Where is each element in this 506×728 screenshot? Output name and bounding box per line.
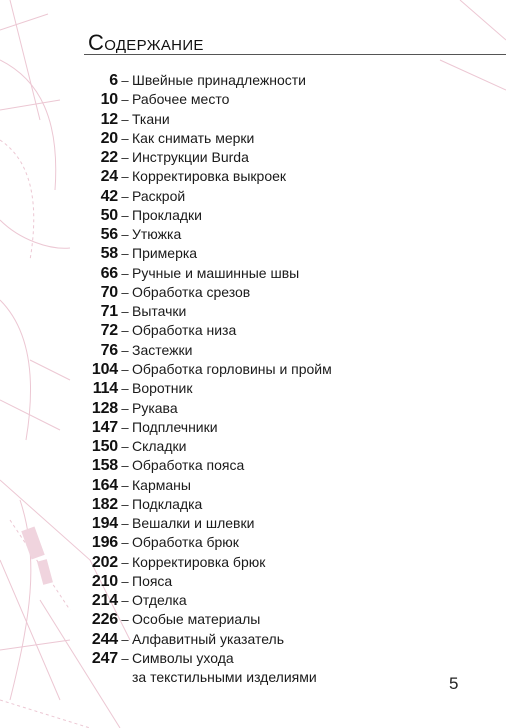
toc-page-number: 50 (100, 206, 118, 224)
toc-entry[interactable] (78, 360, 498, 379)
toc-entry-title: Рукава (132, 399, 178, 416)
toc-entry-title: Рабочее место (132, 91, 230, 108)
toc-page-number: 194 (91, 515, 118, 533)
toc-page-number: 56 (100, 226, 118, 244)
toc-dash: – (121, 381, 129, 397)
toc-entry[interactable] (78, 553, 498, 572)
toc-entry[interactable] (78, 148, 498, 167)
toc-entry[interactable] (78, 514, 498, 533)
toc-entry[interactable] (78, 341, 498, 360)
toc-entry-title: Отделка (132, 592, 187, 609)
toc-entry-title: Обработка горловины и пройм (132, 360, 332, 377)
toc-dash: – (121, 150, 129, 166)
toc-entry-title-continuation: за текстильными изделиями (132, 669, 317, 686)
toc-dash: – (121, 265, 129, 281)
toc-page-number: 244 (91, 630, 118, 648)
toc-dash: – (121, 400, 129, 416)
toc-entry-title: Инструкции Burda (132, 149, 249, 166)
toc-dash: – (121, 130, 129, 146)
page-title: Содержание (88, 30, 204, 55)
page-number: 5 (449, 674, 459, 693)
toc-dash: – (121, 419, 129, 435)
toc-entry-title: Подкладка (132, 495, 203, 512)
toc-dash: – (121, 573, 129, 589)
toc-dash: – (121, 323, 129, 339)
toc-entry-title: Застежки (132, 341, 193, 358)
toc-entry[interactable] (78, 167, 498, 186)
toc-entry[interactable] (78, 533, 498, 552)
toc-page-number: 226 (91, 611, 118, 629)
toc-page-number: 70 (100, 283, 118, 301)
toc-page-number: 71 (100, 303, 118, 321)
toc-entry-title: Примерка (132, 245, 198, 262)
toc-entry-title: Карманы (132, 476, 191, 493)
toc-entry[interactable] (78, 283, 498, 302)
toc-page-number: 66 (100, 264, 118, 282)
toc-entry-title: Раскрой (132, 187, 186, 204)
toc-dash: – (121, 477, 129, 493)
toc-page-number: 12 (100, 110, 118, 128)
toc-entry-title: Как снимать мерки (132, 129, 255, 146)
toc-entry[interactable] (78, 399, 498, 418)
toc-dash: – (121, 92, 129, 108)
toc-dash: – (121, 227, 129, 243)
toc-entry-title: Обработка пояса (132, 457, 245, 474)
toc-entry[interactable] (78, 206, 498, 225)
toc-dash: – (121, 535, 129, 551)
toc-page-number: 158 (91, 457, 118, 475)
toc-dash: – (121, 73, 129, 88)
toc-entry-title: Алфавитный указатель (132, 630, 284, 647)
toc-page-number: 22 (100, 149, 118, 167)
toc-entry[interactable] (78, 572, 498, 591)
toc-page-number: 196 (91, 534, 118, 552)
toc-dash: – (121, 361, 129, 377)
toc-dash: – (121, 439, 129, 455)
toc-page-number: 164 (91, 476, 118, 494)
toc-entry-title: Обработка брюк (132, 534, 239, 551)
toc-entry-title: Складки (132, 438, 187, 455)
toc-dash: – (121, 169, 129, 185)
toc-dash: – (121, 631, 129, 647)
toc-entry-title: Особые материалы (132, 611, 261, 628)
toc-entry[interactable] (78, 476, 498, 495)
toc-entry[interactable] (78, 610, 498, 629)
toc-entry-title: Корректировка выкроек (132, 168, 287, 185)
toc-dash: – (121, 593, 129, 609)
toc-entry[interactable] (78, 379, 498, 398)
toc-page-number: 104 (91, 360, 118, 378)
toc-page-number: 147 (91, 418, 118, 436)
toc-entry-title: Корректировка брюк (132, 553, 266, 570)
toc-page-number: 20 (100, 129, 118, 147)
toc-page-number: 24 (100, 168, 118, 186)
toc-page-number: 10 (100, 91, 118, 109)
toc-entry-continuation (78, 668, 498, 687)
toc-dash: – (121, 188, 129, 204)
toc-entry[interactable] (78, 418, 498, 437)
toc-page-number: 150 (91, 438, 118, 456)
toc-page-number: 72 (100, 322, 118, 340)
toc-entry[interactable] (78, 456, 498, 475)
toc-entry-title: Ткани (132, 110, 170, 127)
toc-entry-title: Подплечники (132, 418, 218, 435)
toc-dash: – (121, 554, 129, 570)
toc-entry[interactable] (78, 71, 498, 90)
toc-entry[interactable] (78, 110, 498, 129)
toc-entry-title: Пояса (132, 572, 173, 589)
toc-dash: – (121, 207, 129, 223)
toc-page-number: 114 (92, 380, 118, 398)
toc-entry[interactable] (78, 225, 498, 244)
toc-entry[interactable] (78, 495, 498, 514)
toc-entry-title: Символы ухода (132, 649, 234, 666)
toc-entry-title: Обработка низа (132, 322, 237, 339)
toc-dash: – (121, 458, 129, 474)
toc-entry[interactable] (78, 649, 498, 668)
toc-dash: – (121, 304, 129, 320)
toc-entry[interactable] (78, 630, 498, 649)
toc-entry[interactable] (78, 302, 498, 321)
toc-dash: – (121, 284, 129, 300)
toc-page-number: 182 (91, 495, 118, 513)
toc-page-number: 6 (109, 72, 118, 89)
toc-entry[interactable] (78, 90, 498, 109)
toc-dash: – (121, 612, 129, 628)
toc-dash: – (121, 342, 129, 358)
toc-entry[interactable] (78, 244, 498, 263)
toc-page-number: 247 (91, 649, 118, 667)
toc-entry-title: Вешалки и шлевки (132, 515, 255, 532)
toc-page-number: 202 (91, 553, 118, 571)
toc-entry-title: Обработка срезов (132, 283, 251, 300)
toc-entry[interactable] (78, 187, 498, 206)
toc-entry-title: Утюжка (132, 226, 182, 243)
toc-entry[interactable] (78, 591, 498, 610)
table-of-contents (78, 71, 498, 688)
toc-page-number: 214 (91, 592, 118, 610)
toc-page-number: 210 (91, 572, 118, 590)
toc-page-number: 58 (100, 245, 118, 263)
toc-entry-title: Прокладки (132, 206, 202, 223)
toc-dash: – (121, 650, 129, 666)
title-rule (84, 54, 506, 55)
toc-dash: – (121, 516, 129, 532)
toc-entry-title: Вытачки (132, 303, 187, 320)
toc-entry-title: Ручные и машинные швы (132, 264, 300, 281)
toc-entry-title: Воротник (132, 380, 193, 397)
toc-entry[interactable] (78, 437, 498, 456)
toc-page-number: 42 (100, 187, 118, 205)
toc-entry[interactable] (78, 264, 498, 283)
toc-page-number: 128 (91, 399, 118, 417)
toc-dash: – (121, 246, 129, 262)
toc-dash: – (121, 111, 129, 127)
toc-page-number: 76 (100, 341, 118, 359)
toc-dash: – (121, 496, 129, 512)
toc-entry[interactable] (78, 129, 498, 148)
toc-entry[interactable] (78, 321, 498, 340)
toc-entry-title: Швейные принадлежности (132, 72, 306, 88)
